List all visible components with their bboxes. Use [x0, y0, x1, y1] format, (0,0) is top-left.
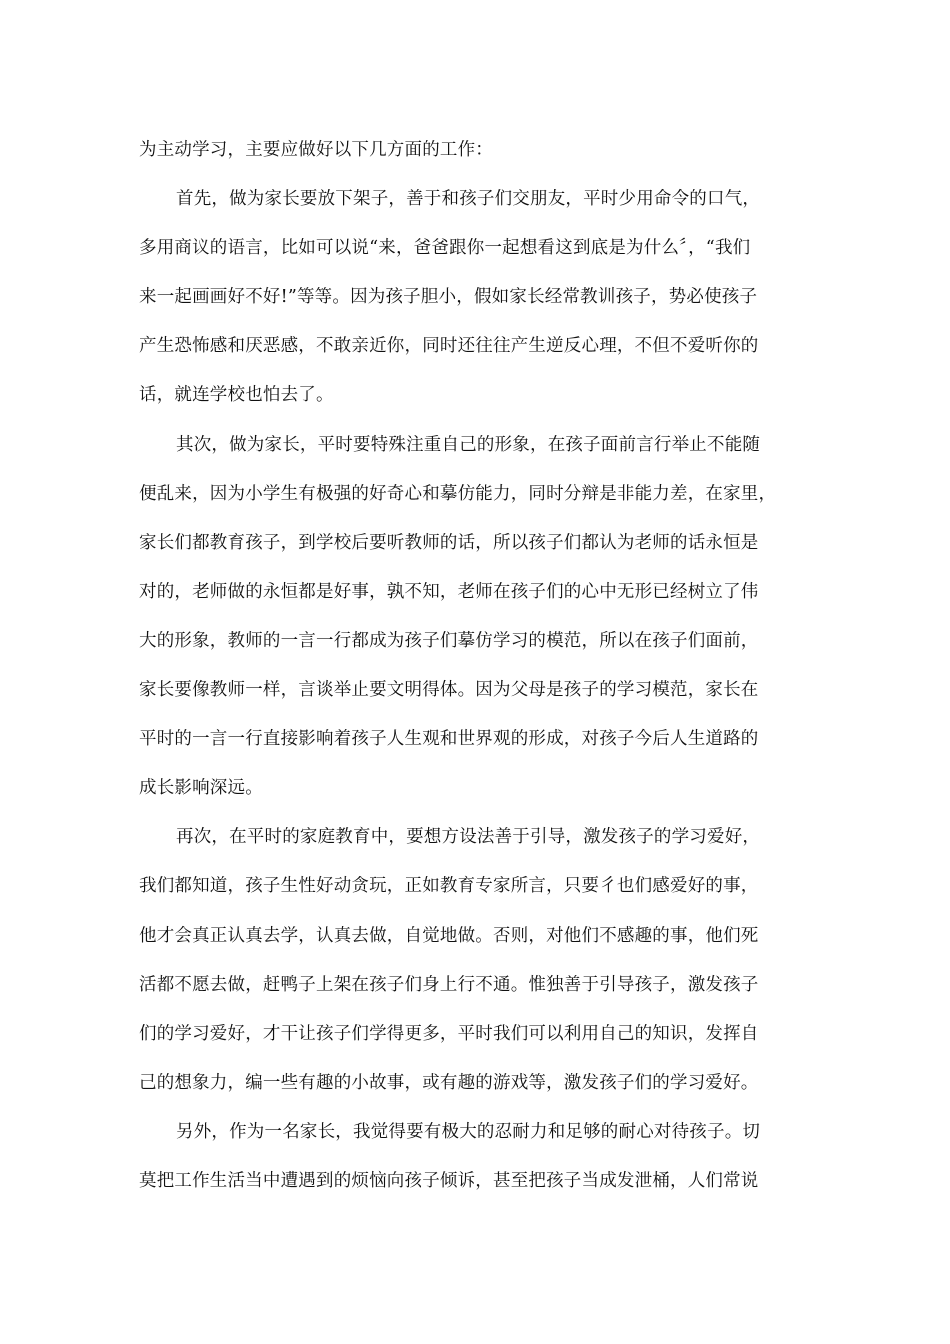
- text-line: 活都不愿去做，赶鸭子上架在孩子们身上行不通。惟独善于引导孩子，激发孩子: [139, 974, 759, 995]
- text-line: 成长影响深远。: [139, 778, 263, 799]
- text-line: 己的想象力，编一些有趣的小故事，或有趣的游戏等，激发孩子们的学习爱好。: [139, 1072, 759, 1093]
- text-line: 对的，老师做的永恒都是好事，孰不知，老师在孩子们的心中无形已经树立了伟: [139, 581, 759, 602]
- text-line: 首先，做为家长要放下架子，善于和孩子们交朋友，平时少用命令的口气，: [176, 189, 761, 210]
- document-body: [139, 126, 779, 1206]
- text-line: 多用商议的语言，比如可以说“来，爸爸跟你一起想看这到底是为什么〞，“我们: [139, 238, 751, 259]
- text-line: 大的形象，教师的一言一行都成为孩子们摹仿学习的模范，所以在孩子们面前，: [139, 630, 759, 651]
- text-line: 我们都知道，孩子生性好动贪玩，正如教育专家所言，只要彳也们感爱好的事，: [139, 876, 759, 897]
- text-line: 们的学习爱好，才干让孩子们学得更多，平时我们可以利用自己的知识，发挥自: [139, 1023, 759, 1044]
- text-line: 平时的一言一行直接影响着孩子人生观和世界观的形成，对孩子今后人生道路的: [139, 729, 759, 750]
- text-line: 产生恐怖感和厌恶感，不敢亲近你，同时还往往产生逆反心理，不但不爱听你的: [139, 336, 759, 357]
- text-line: 便乱来，因为小学生有极强的好奇心和摹仿能力，同时分辩是非能力差，在家里，: [139, 483, 777, 504]
- text-line: 来一起画画好不好!”等等。因为孩子胆小，假如家长经常教训孩子，势必使孩子: [139, 287, 758, 308]
- text-line: 家长们都教育孩子，到学校后要听教师的话，所以孩子们都认为老师的话永恒是: [139, 532, 759, 553]
- text-line: 话，就连学校也怕去了。: [139, 385, 334, 406]
- text-line: 为主动学习，主要应做好以下几方面的工作：: [139, 140, 493, 160]
- text-line: 他才会真正认真去学，认真去做，自觉地做。否则，对他们不感趣的事，他们死: [139, 925, 759, 946]
- text-line: 另外，作为一名家长，我觉得要有极大的忍耐力和足够的耐心对待孩子。切: [176, 1121, 761, 1142]
- text-line: 其次，做为家长，平时要特殊注重自己的形象，在孩子面前言行举止不能随: [176, 434, 761, 455]
- text-line: 再次，在平时的家庭教育中，要想方设法善于引导，激发孩子的学习爱好，: [176, 827, 761, 848]
- text-line: 家长要像教师一样，言谈举止要文明得体。因为父母是孩子的学习模范，家长在: [139, 680, 759, 701]
- text-line: 莫把工作生活当中遭遇到的烦恼向孩子倾诉，甚至把孩子当成发泄桶，人们常说: [139, 1170, 759, 1191]
